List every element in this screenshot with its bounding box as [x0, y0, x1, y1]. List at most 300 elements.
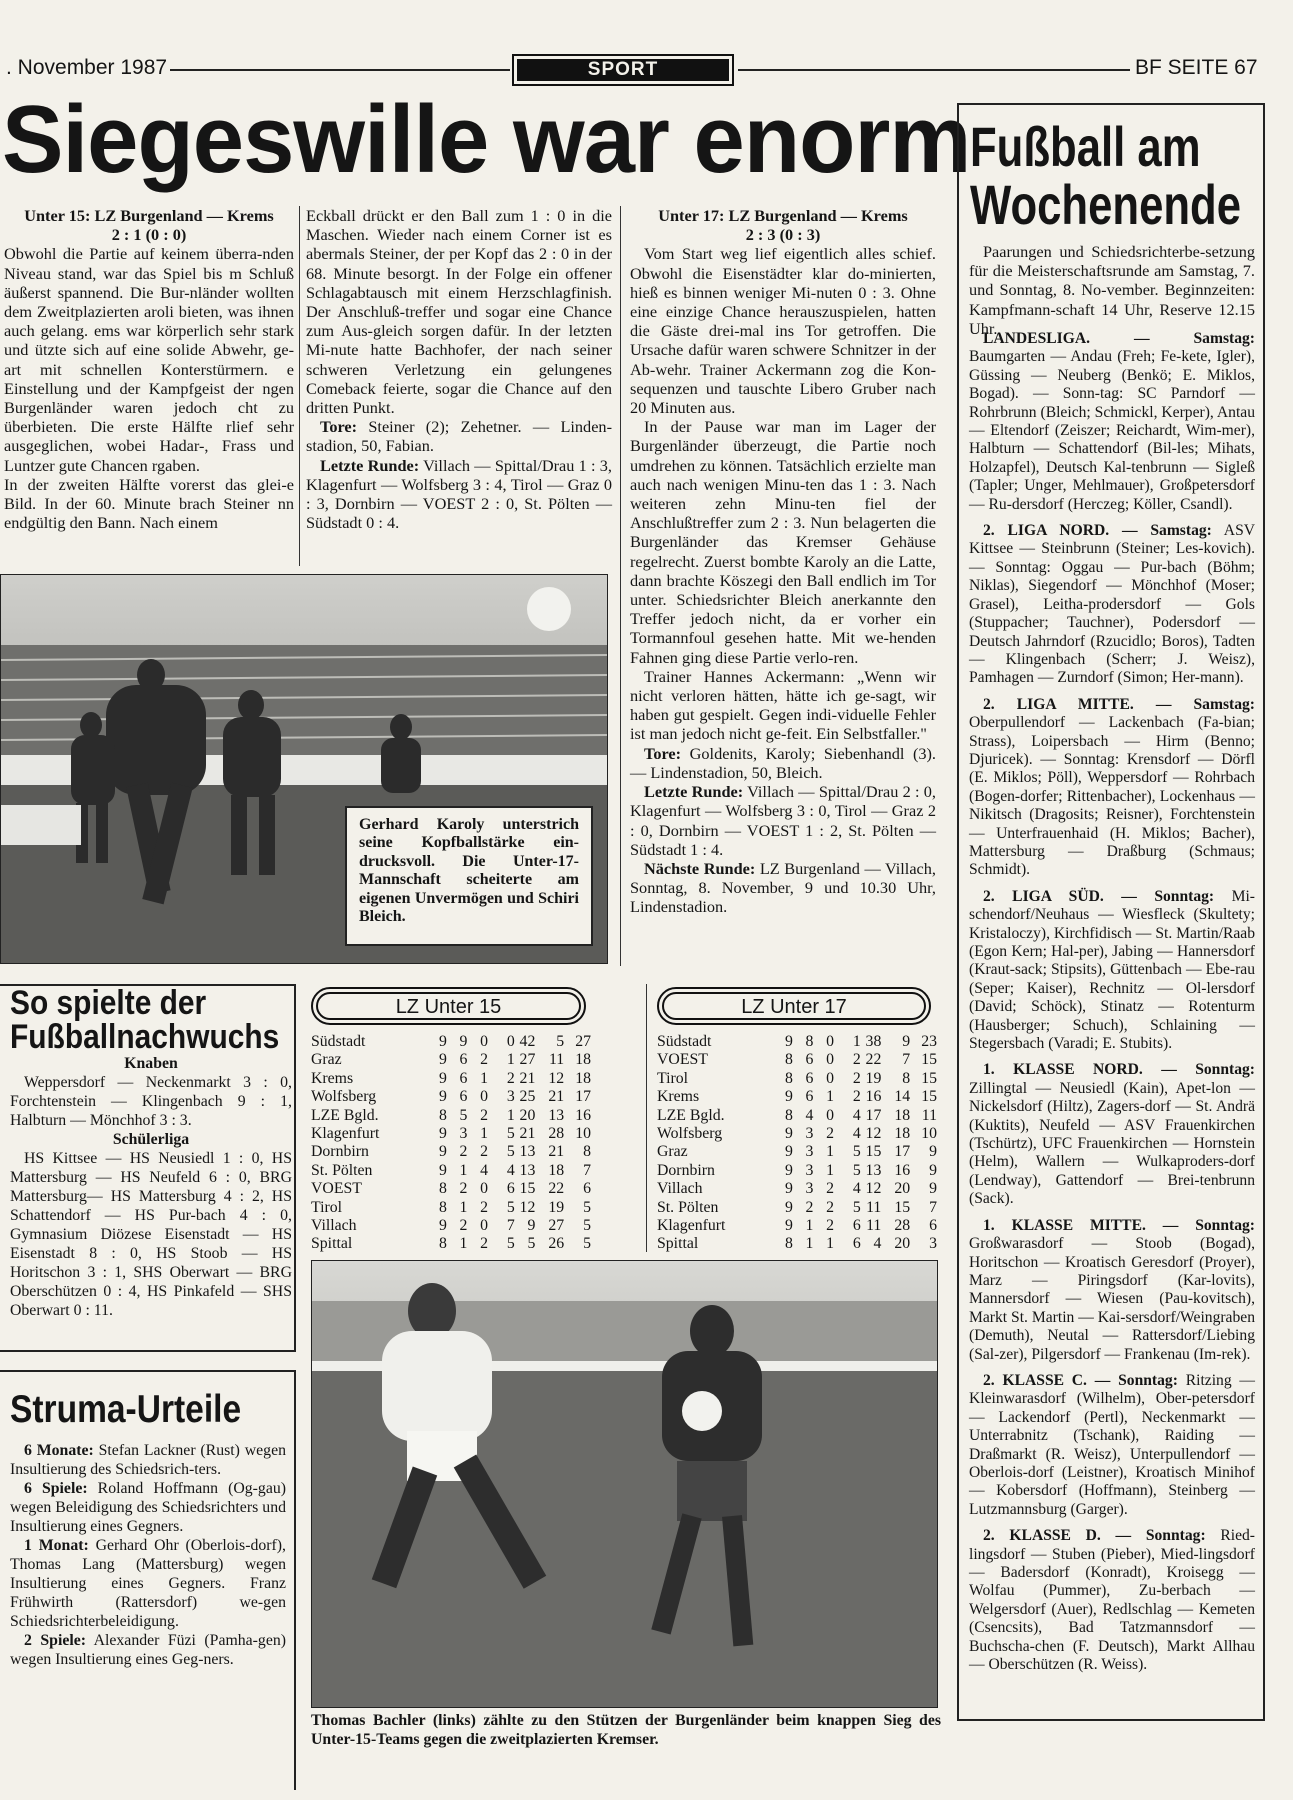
goals-label: Tore: [644, 743, 682, 763]
issue-date: . November 1987 [6, 56, 168, 79]
team-name-cell: Dornbirn [311, 1143, 369, 1161]
league-text: Ritzing — Kleinwarasdorf (Wilhelm), Ober-petersdorf — Lackendorf (Pertl), Neckenmarkt — Unterrabnitz (Tschank), Raiding — Draßmarkt (R. Weisz), Unterpullendorf — Oberlois-dorf (Leistner), Kroatisch Minihof — Kobersdorf (Hoffmann), Steinberg — Lutzmannsburg (Garger). [969, 1371, 1255, 1518]
stat-cell: 2 [459, 1217, 468, 1235]
paragraph: Trainer Hannes Ackermann: „Wenn wir nicht verloren hätten, hätte ich ge-sagt, wir haben gut gespielt. Gegen indi-viduelle Fehler ist man jedoch nicht ge-feit. Ein Selbstfaller." [630, 666, 936, 744]
stat-cell: 5 [527, 1235, 536, 1253]
section-label-box [512, 54, 734, 86]
verdict-label: 2 Spiele: [24, 1632, 86, 1649]
table-row [657, 1235, 937, 1253]
stat-cell: 5 [459, 1106, 468, 1124]
table-row [311, 1235, 591, 1253]
team-name-cell: LZE Bgld. [657, 1106, 725, 1124]
stat-cell: 6 [805, 1088, 814, 1106]
schuelerliga-label: Schülerliga [112, 1131, 190, 1148]
stat-cell: 5 [506, 1125, 515, 1143]
stat-cell: 4 [506, 1161, 515, 1179]
team-name-cell: Graz [311, 1051, 342, 1069]
team-name-cell: Spittal [311, 1235, 353, 1253]
stat-cell: 12 [519, 1198, 536, 1216]
stat-cell: 0 [826, 1069, 835, 1087]
stat-cell: 8 [438, 1180, 447, 1198]
last-round-line [630, 782, 936, 859]
stat-cell: 0 [826, 1106, 835, 1124]
stat-cell: 27 [519, 1051, 536, 1069]
verdict-item [10, 1479, 286, 1536]
stat-cell: 21 [548, 1088, 565, 1106]
stat-cell: 9 [459, 1033, 468, 1050]
stat-cell: 8 [784, 1051, 793, 1069]
stat-cell: 2 [480, 1106, 489, 1124]
last-round-label: Letzte Runde: [320, 455, 420, 475]
stat-cell: 1 [826, 1235, 835, 1253]
goals-text: Steiner (2); Zehetner. — Linden-stadion, 50, Fabian. [306, 417, 612, 456]
stat-cell: 15 [894, 1198, 911, 1216]
youth-results-title [10, 986, 279, 1054]
header-rule-left [170, 69, 510, 71]
table-row [657, 1125, 937, 1143]
stat-cell: 5 [556, 1033, 565, 1050]
verdict-text: Stefan Lackner (Rust) wegen Insultierung des Schiedsrich-ters. [10, 1442, 286, 1478]
team-name-cell: Spittal [657, 1235, 699, 1253]
league-section [969, 1061, 1255, 1208]
table-row [311, 1199, 591, 1217]
league-text: Baumgarten — Andau (Freh; Fe-kete, Igler), Güssing — Neuberg (Benkö; E. Miklos, Bogad). — Sonn-tag: SC Parndorf — Rohrbrunn (Bleich; Schmickl, Kerper), Antau — Eltendorf (Zeiszer; Reichardt, Wim-mer), Halbturn — Schattendorf (Bil-les; Mihats, Holzapfel), Deutsch Kal-tenbrunn — Sigleß (Tapler; Unger, Mehlmauer), Großpetersdorf — Ru-dersdorf (Herczeg; Köller, Csandl). [969, 348, 1255, 513]
stat-cell: 16 [865, 1088, 882, 1106]
team-name-cell: Wolfsberg [657, 1125, 723, 1143]
stat-cell: 2 [480, 1143, 489, 1161]
stat-cell: 17 [894, 1143, 911, 1161]
league-section [969, 522, 1255, 688]
stat-cell: 8 [805, 1033, 814, 1050]
table-row [657, 1033, 937, 1051]
table-row [311, 1180, 591, 1198]
team-name-cell: Tirol [657, 1069, 689, 1087]
stat-cell: 16 [894, 1161, 911, 1179]
table-row [311, 1088, 591, 1106]
stat-cell: 2 [826, 1198, 835, 1216]
verdict-item [10, 1536, 286, 1631]
table-u15-header [311, 987, 586, 1025]
goals-line [306, 417, 612, 455]
paragraph: In der zweiten Hälfte vorerst das glei-e Bild. In der 60. Minute brach Steiner nn endgültig den Bann. Nach einem [4, 474, 294, 533]
stat-cell: 8 [784, 1069, 793, 1087]
league-section [969, 888, 1255, 1054]
knaben-results: Weppersdorf — Neckenmarkt 3 : 0, Forchtenstein — Klingenbach 9 : 1, Halbturn — Mönchhof 3 : 3. [10, 1074, 292, 1129]
verdict-text: Alexander Füzi (Pamha-gen) wegen Insultierung eines Geg-ners. [10, 1632, 286, 1668]
goals-line [630, 744, 936, 782]
team-name-cell: Graz [657, 1143, 688, 1161]
stat-cell: 4 [805, 1106, 814, 1124]
stat-cell: 2 [480, 1235, 489, 1253]
stat-cell: 4 [852, 1125, 861, 1143]
league-section [969, 1217, 1255, 1364]
match-heading-u15: Unter 15: LZ Burgenland — Krems [24, 206, 274, 225]
team-name-cell: Klagenfurt [657, 1217, 726, 1235]
league-label: 2. KLASSE C. — Sonntag: [983, 1371, 1178, 1389]
stat-cell: 0 [826, 1051, 835, 1069]
weekend-fixtures-body [969, 330, 1255, 1682]
stat-cell: 9 [438, 1161, 447, 1179]
column-rule [620, 206, 621, 966]
stat-cell: 5 [852, 1198, 861, 1216]
match-score-u17: 2 : 3 (0 : 3) [745, 225, 821, 245]
stat-cell: 4 [852, 1180, 861, 1198]
stat-cell: 1 [826, 1143, 835, 1161]
stat-cell: 1 [506, 1051, 515, 1069]
stat-cell: 12 [548, 1069, 565, 1087]
table-row [311, 1162, 591, 1180]
stat-cell: 18 [575, 1069, 591, 1087]
photo-caption-bachler: Thomas Bachler (links) zählte zu den Stützen der Burgenländer beim knappen Sieg des Unter-15-Teams gegen die zweitplazierten Kremser. [311, 1712, 941, 1748]
stat-cell: 1 [459, 1198, 468, 1216]
stat-cell: 9 [438, 1143, 447, 1161]
stat-cell: 27 [548, 1217, 565, 1235]
stat-cell: 19 [865, 1069, 882, 1087]
stat-cell: 7 [583, 1161, 591, 1179]
league-label: LANDESLIGA. — Samstag: [983, 330, 1255, 347]
stat-cell: 9 [929, 1180, 937, 1198]
stat-cell: 2 [852, 1069, 861, 1087]
league-section [969, 1527, 1255, 1674]
stat-cell: 9 [784, 1088, 793, 1106]
stat-cell: 18 [894, 1125, 911, 1143]
league-section [969, 696, 1255, 880]
verdict-text: Roland Hoffmann (Og-gau) wegen Beleidigung des Schiedsrichters und Insultierung eines Gegners. [10, 1480, 286, 1535]
table-row [657, 1162, 937, 1180]
article-column-2 [306, 206, 612, 532]
stat-cell: 0 [480, 1033, 489, 1050]
stat-cell: 6 [459, 1088, 468, 1106]
stat-cell: 8 [438, 1198, 447, 1216]
article-column-3 [630, 206, 936, 917]
stat-cell: 21 [519, 1125, 536, 1143]
stat-cell: 1 [459, 1161, 468, 1179]
table-row [657, 1180, 937, 1198]
stat-cell: 9 [784, 1198, 793, 1216]
stat-cell: 2 [506, 1069, 515, 1087]
stat-cell: 12 [865, 1125, 882, 1143]
stat-cell: 17 [865, 1106, 882, 1124]
team-name-cell: Villach [657, 1180, 703, 1198]
stat-cell: 3 [929, 1235, 937, 1253]
stat-cell: 14 [894, 1088, 911, 1106]
stat-cell: 8 [784, 1235, 793, 1253]
paragraph: In der Pause war man im Lager der Burgenländer überzeugt, die Partie noch umdrehen zu können. Tatsächlich erzielte man auch nach wenigen Minu-ten das 1 : 3. Nach weiteren zehn Minu-ten fiel der Anschlußtreffer zum 2 : 3. Nun belagerten die Burgenländer das Kremser Gehäuse regelrecht. Zuerst bombte Karoly an die Latte, dann brachte Köszegi den Ball endlich im Tor unter. Schiedsrichter Bleich anerkannte den Treffer jedoch nicht, da er vorher ein Tormannfoul gesehen hatte. Mit we-henden Fahnen ging diese Partie verlo-ren. [630, 417, 936, 667]
struma-title: Struma-Urteile [10, 1388, 242, 1431]
stat-cell: 2 [852, 1088, 861, 1106]
stat-cell: 5 [583, 1235, 591, 1253]
stat-cell: 6 [459, 1051, 468, 1069]
team-name-cell: Südstadt [657, 1033, 712, 1050]
paragraph: Obwohl die Partie auf keinem überra-nden Niveau stand, war das Spiel bis m Schluß äußerst spannend. Die Bur-nländer wollten dem Zweitplazierten aroli bieten, was ihnen auch gelang. ems war körperlich sehr stark und ützte sich auf eine solide Abwehr, ge-art mit schnellen Konterstürmern. e Einstellung und der Kampfgeist der ngen Burgenländer waren jedoch cht zu überbieten. Die erste Hälfte rlief sehr ausgeglichen, wobei Hadar-, Frass und Luntzer gute Chancen rgaben. [4, 244, 294, 475]
headline: Siegeswille war enorm [2, 86, 971, 193]
verdict-label: 6 Spiele: [24, 1480, 88, 1497]
stat-cell: 7 [929, 1198, 937, 1216]
stat-cell: 10 [575, 1125, 591, 1143]
standings-table-u15 [311, 1033, 591, 1254]
stat-cell: 2 [459, 1143, 468, 1161]
stat-cell: 3 [805, 1180, 814, 1198]
stat-cell: 9 [438, 1088, 447, 1106]
struma-body [10, 1441, 286, 1669]
stat-cell: 5 [852, 1161, 861, 1179]
stat-cell: 6 [852, 1235, 861, 1253]
team-name-cell: Krems [657, 1088, 700, 1106]
stat-cell: 6 [805, 1069, 814, 1087]
stat-cell: 16 [575, 1106, 591, 1124]
stat-cell: 21 [548, 1143, 565, 1161]
verdict-text: Gerhard Ohr (Oberlois-dorf), Thomas Lang (Mattersburg) wegen Insultierung eines Gegners. Franz Frühwirth (Rattersdorf) we-gen Schiedsrichterbeleidigung. [10, 1537, 286, 1630]
bachler-action-photo [312, 1261, 938, 1708]
stat-cell: 20 [519, 1106, 536, 1124]
team-name-cell: Krems [311, 1069, 354, 1087]
table-u15-title: LZ Unter 15 [316, 992, 581, 1020]
stat-cell: 9 [784, 1125, 793, 1143]
team-name-cell: St. Pölten [311, 1161, 373, 1179]
stat-cell: 1 [826, 1161, 835, 1179]
league-label: 1. KLASSE NORD. — Sonntag: [983, 1061, 1255, 1079]
stat-cell: 11 [921, 1106, 937, 1124]
stat-cell: 8 [902, 1069, 911, 1087]
stat-cell: 1 [459, 1235, 468, 1253]
stat-cell: 9 [784, 1180, 793, 1198]
stat-cell: 4 [873, 1235, 882, 1253]
league-text: Ried-lingsdorf — Stuben (Pieber), Mied-lingsdorf — Badersdorf (Konradt), Kroisegg — Wolfau (Pummer), Zu-berbach — Welgersdorf (Auer), Redlschlag — Kemeten (Csencsits), Bad Tatzmannsdorf — Buchscha-chen (F. Deutsch), Markt Allhau — Oberschützen (R. Weiss). [969, 1527, 1255, 1674]
article-column-1 [4, 206, 294, 532]
match-heading-u17: Unter 17: LZ Burgenland — Krems [658, 206, 908, 225]
stat-cell: 1 [826, 1088, 835, 1106]
next-round-line [630, 859, 936, 917]
table-row [657, 1199, 937, 1217]
stat-cell: 15 [921, 1051, 937, 1069]
stat-cell: 15 [921, 1069, 937, 1087]
youth-results-title-line: Fußballnachwuchs [10, 1018, 280, 1056]
stat-cell: 17 [575, 1088, 591, 1106]
stat-cell: 1 [506, 1106, 515, 1124]
stat-cell: 9 [784, 1217, 793, 1235]
table-row [311, 1125, 591, 1143]
stat-cell: 18 [548, 1161, 565, 1179]
stat-cell: 9 [438, 1069, 447, 1087]
team-name-cell: LZE Bgld. [311, 1106, 379, 1124]
stat-cell: 28 [894, 1217, 911, 1235]
stat-cell: 2 [480, 1198, 489, 1216]
stat-cell: 3 [805, 1125, 814, 1143]
match-photo-bachler [311, 1260, 938, 1708]
stat-cell: 9 [929, 1143, 937, 1161]
stat-cell: 9 [929, 1161, 937, 1179]
table-row [311, 1051, 591, 1069]
stat-cell: 19 [548, 1198, 565, 1216]
table-row [311, 1033, 591, 1051]
stat-cell: 9 [438, 1051, 447, 1069]
table-row [311, 1217, 591, 1235]
stat-cell: 21 [519, 1069, 536, 1087]
last-round-line [306, 456, 612, 533]
league-label: 2. LIGA MITTE. — Samstag: [983, 695, 1255, 713]
team-name-cell: Klagenfurt [311, 1125, 380, 1143]
stat-cell: 26 [548, 1235, 565, 1253]
weekend-fixtures-title-line: Fußball am [970, 115, 1201, 178]
stat-cell: 2 [459, 1180, 468, 1198]
stat-cell: 9 [784, 1033, 793, 1050]
league-text: Zillingtal — Neusiedl (Kain), Apet-lon — Nickelsdorf (Hiltz), Zagers-dorf — St. Andrä (Kuktits), Neufeld — ASV Frauenkirchen (Tschürtz), UFC Frauenkirchen — Hornstein (Helm), Wallern — Wulkaproders-dorf (Lendway), Gattendorf — Brei-tenbrunn (Sack). [969, 1079, 1255, 1208]
stat-cell: 18 [575, 1051, 591, 1069]
team-name-cell: VOEST [311, 1180, 362, 1198]
table-row [657, 1088, 937, 1106]
stat-cell: 5 [583, 1217, 591, 1235]
stat-cell: 5 [852, 1143, 861, 1161]
stat-cell: 27 [575, 1033, 591, 1050]
league-text: Großwarasdorf — Stoob (Bogad), Horitschon — Kroatisch Geresdorf (Proyer), Marz — Piringsdorf (Kar-lovits), Mannersdorf — Wiesen (Pau-kovitsch), Markt St. Martin — Kai-sersdorf/Weingraben (Demuth), Neutal — Rattersdorf/Liebing (Sal-zer), Pilgersdorf — Frankenau (Im-rek). [969, 1235, 1255, 1363]
stat-cell: 3 [506, 1088, 515, 1106]
stat-cell: 10 [921, 1125, 937, 1143]
league-text: Mi-schendorf/Neuhaus — Wiesfleck (Skultety; Kristaloczy), Kirchfidisch — St. Martin/Raab (Egon Kern; Hal-per), Jabing — Hannersdorf (Kraut-sack; Stipsits), Güttenbach — Ebe-rau (Seper; Kaiser), Rechnitz — Ol-lersdorf (David; Schöck), Stinatz — Rotenturm (Hausberger; Schuch), Schlaining — Stegersbach (Varadi; E. Stubits). [969, 887, 1255, 1053]
youth-results-body [10, 1054, 292, 1320]
stat-cell: 5 [506, 1235, 515, 1253]
stat-cell: 6 [459, 1069, 468, 1087]
table-row [657, 1143, 937, 1161]
table-row [311, 1107, 591, 1125]
stat-cell: 12 [865, 1180, 882, 1198]
verdict-item [10, 1441, 286, 1479]
team-name-cell: Villach [311, 1217, 357, 1235]
table-row [657, 1107, 937, 1125]
league-text: Oberpullendorf — Lackenbach (Fa-bian; Strass), Loipersbach — Hirm (Benno; Djuricek). — Sonntag: Krensdorf — Dörfl (E. Miklos; Pöll), Weppersdorf — Rohrbach (Bogen-dorfer; Rittenbacher), Lockenhaus — Nikitsch (Dragosits; Reisner), Forchtenstein — Unterfrauenhaid (H. Miklos; Bacher), Mattersburg — Draßburg (Schmaus; Schmidt). [969, 714, 1255, 879]
stat-cell: 9 [527, 1217, 536, 1235]
last-round-text: Villach — Spittal/Drau 2 : 0, Klagenfurt — Wolfsberg 3 : 0, Tirol — Graz 2 : 0, Dornbirn — VOEST 1 : 2, St. Pölten — Südstadt 1 : 4. [630, 782, 936, 859]
table-row [657, 1051, 937, 1069]
stat-cell: 6 [929, 1217, 937, 1235]
stat-cell: 6 [506, 1180, 515, 1198]
table-row [657, 1217, 937, 1235]
stat-cell: 13 [548, 1106, 565, 1124]
stat-cell: 1 [480, 1069, 489, 1087]
league-label: 1. KLASSE MITTE. — Sonntag: [983, 1216, 1255, 1234]
team-name-cell: Dornbirn [657, 1161, 715, 1179]
stat-cell: 18 [894, 1106, 911, 1124]
stat-cell: 7 [506, 1217, 515, 1235]
stat-cell: 15 [519, 1180, 536, 1198]
stat-cell: 11 [548, 1051, 565, 1069]
stat-cell: 8 [438, 1235, 447, 1253]
league-section [969, 1372, 1255, 1519]
stat-cell: 0 [480, 1180, 489, 1198]
league-section [969, 330, 1255, 514]
goals-text: Goldenits, Karoly; Siebenhandl (3). — Lindenstadion, 50, Bleich. [630, 743, 936, 782]
stat-cell: 8 [583, 1143, 591, 1161]
stat-cell: 3 [805, 1143, 814, 1161]
column-rule [646, 984, 647, 1252]
stat-cell: 9 [438, 1217, 447, 1235]
stat-cell: 2 [826, 1125, 835, 1143]
stat-cell: 13 [519, 1143, 536, 1161]
stat-cell: 42 [519, 1033, 536, 1050]
weekend-fixtures-intro [969, 242, 1255, 338]
stat-cell: 0 [826, 1033, 835, 1050]
stat-cell: 28 [548, 1125, 565, 1143]
stat-cell: 7 [902, 1051, 911, 1069]
stat-cell: 20 [894, 1235, 911, 1253]
table-row [311, 1070, 591, 1088]
next-round-text: LZ Burgenland — Villach, Sonntag, 8. November, 9 und 10.30 Uhr, Lindenstadion. [630, 858, 936, 917]
team-name-cell: Wolfsberg [311, 1088, 377, 1106]
intro-paragraph: Paarungen und Schiedsrichterbe-setzung für die Meisterschaftsrunde am Samstag, 7. und Sonntag, 8. No-vember. Beginnzeiten: Kampfmann-schaft 14 Uhr, Reserve 12.15 Uhr. [969, 242, 1255, 338]
stat-cell: 13 [865, 1161, 882, 1179]
stat-cell: 9 [902, 1033, 911, 1050]
stat-cell: 9 [784, 1143, 793, 1161]
stat-cell: 25 [519, 1088, 536, 1106]
stat-cell: 0 [506, 1033, 515, 1050]
stat-cell: 2 [852, 1051, 861, 1069]
league-label: 2. LIGA SÜD. — Sonntag: [983, 887, 1215, 905]
goals-label: Tore: [320, 417, 358, 437]
stat-cell: 9 [438, 1125, 447, 1143]
photo-caption-karoly: Gerhard Karoly unterstrich seine Kopfballstärke ein-drucksvoll. Die Unter-17-Mannschaft scheiterte am eigenen Unvermögen und Schiri Bleich. [345, 806, 593, 946]
stat-cell: 8 [438, 1106, 447, 1124]
stat-cell: 15 [921, 1088, 937, 1106]
standings-table-u17 [657, 1033, 937, 1254]
verdict-item [10, 1631, 286, 1669]
stat-cell: 22 [548, 1180, 565, 1198]
league-label: 2. LIGA NORD. — Samstag: [983, 522, 1212, 540]
stat-cell: 8 [784, 1106, 793, 1124]
verdict-label: 1 Monat: [24, 1537, 89, 1554]
page-number: BF SEITE 67 [1135, 56, 1258, 79]
section-label: SPORT [517, 59, 729, 81]
stat-cell: 2 [480, 1051, 489, 1069]
stat-cell: 6 [805, 1051, 814, 1069]
stat-cell: 11 [866, 1198, 882, 1216]
stat-cell: 1 [805, 1217, 814, 1235]
stat-cell: 6 [583, 1180, 591, 1198]
stat-cell: 38 [865, 1033, 882, 1050]
stat-cell: 2 [826, 1217, 835, 1235]
stat-cell: 4 [852, 1106, 861, 1124]
column-rule [299, 206, 300, 566]
stat-cell: 1 [852, 1033, 861, 1050]
table-row [657, 1070, 937, 1088]
stat-cell: 22 [865, 1051, 882, 1069]
stat-cell: 1 [805, 1235, 814, 1253]
stat-cell: 15 [865, 1143, 882, 1161]
table-row [311, 1143, 591, 1161]
stat-cell: 4 [480, 1161, 489, 1179]
stat-cell: 23 [921, 1033, 937, 1050]
stat-cell: 5 [583, 1198, 591, 1216]
stat-cell: 5 [506, 1143, 515, 1161]
stat-cell: 20 [894, 1180, 911, 1198]
verdict-label: 6 Monate: [24, 1442, 94, 1459]
stat-cell: 9 [784, 1161, 793, 1179]
stat-cell: 5 [506, 1198, 515, 1216]
match-score-u15: 2 : 1 (0 : 0) [111, 225, 187, 245]
stat-cell: 0 [480, 1088, 489, 1106]
stat-cell: 3 [459, 1125, 468, 1143]
stat-cell: 2 [805, 1198, 814, 1216]
league-label: 2. KLASSE D. — Sonntag: [983, 1527, 1206, 1545]
youth-results-title-line: So spielte der [10, 984, 207, 1022]
header-rule-right [738, 69, 1130, 71]
stat-cell: 6 [852, 1217, 861, 1235]
team-name-cell: St. Pölten [657, 1198, 719, 1216]
last-round-text: Villach — Spittal/Drau 1 : 3, Klagenfurt — Wolfsberg 3 : 4, Tirol — Graz 0 : 3, Dornbirn — VOEST 2 : 0, St. Pölten — Südstadt 0 : 4. [306, 455, 612, 533]
stat-cell: 3 [805, 1161, 814, 1179]
league-text: ASV Kittsee — Steinbrunn (Steiner; Les-kovich). — Sonntag: Oggau — Pur-bach (Böhm; Niklas), Siegendorf — Mönchhof (Moser; Grasel), Leitha-prodersdorf — Gols (Stuppacher; Tauchner), Podersdorf — Deutsch Jahrndorf (Rzucidlo; Boros), Tadten — Klingenbach (Scherr; J. Weisz), Pamhagen — Zurndorf (Simon; Her-mann). [969, 522, 1256, 687]
team-name-cell: Südstadt [311, 1033, 366, 1050]
weekend-fixtures-title-line: Wochenende [970, 173, 1242, 236]
stat-cell: 11 [866, 1217, 882, 1235]
